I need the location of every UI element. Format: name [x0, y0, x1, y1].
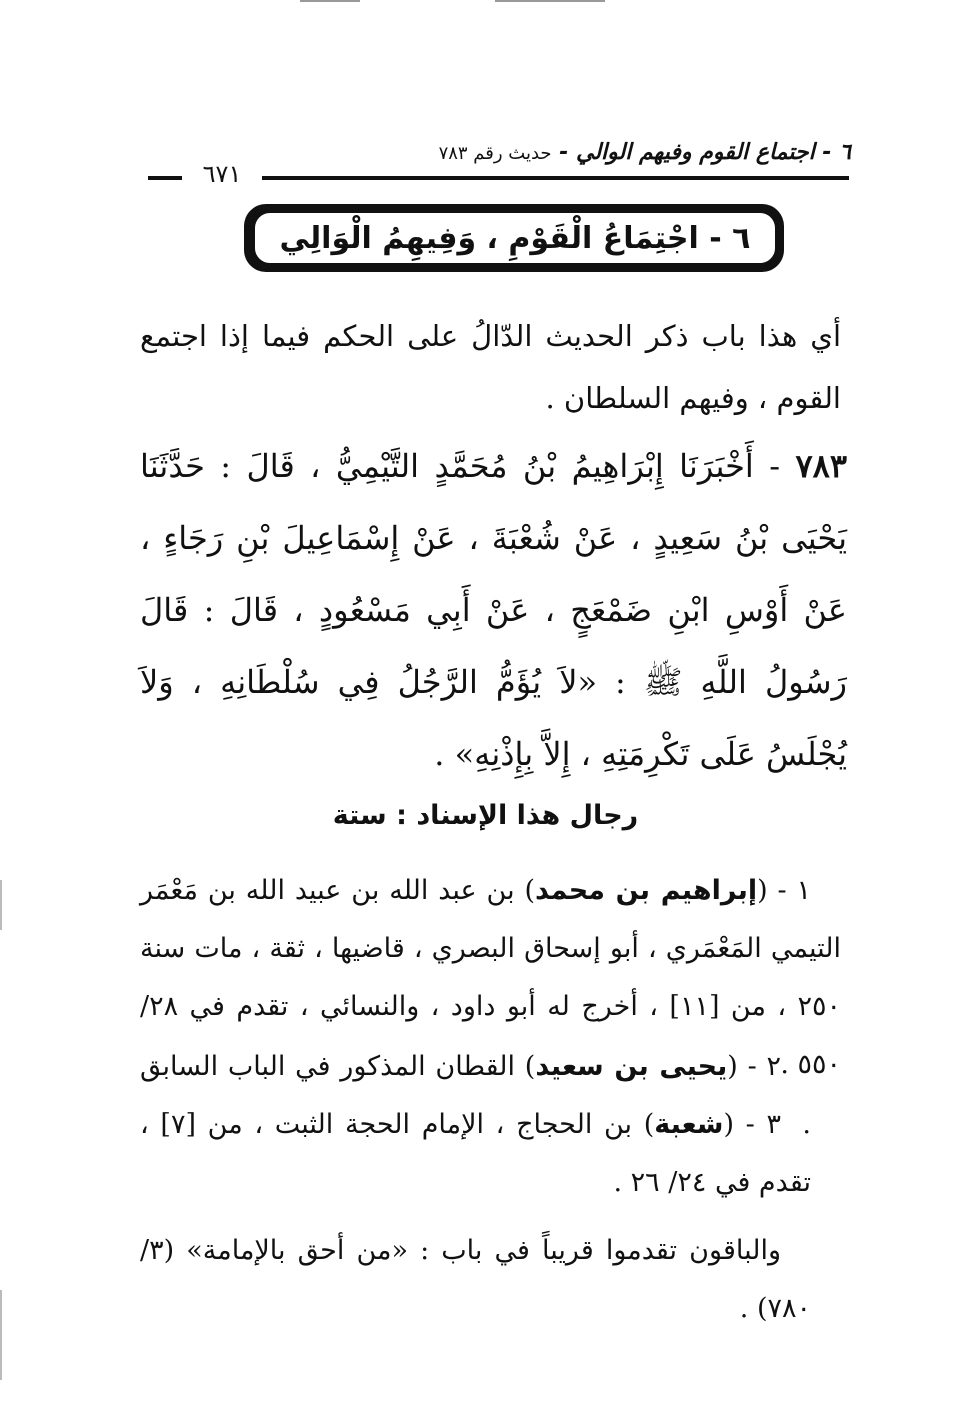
narrator-prefix: ٢ - (	[727, 1051, 781, 1082]
section-heading: رجال هذا الإسناد : ستة	[332, 800, 639, 831]
narrator-description: ) القطان المذكور في الباب السابق .	[140, 1051, 811, 1140]
narrator-description: ) بن عبد الله بن عبيد الله بن مَعْمَر التيمي المَعْمَري ، أبو إسحاق البصري ، قاضيها ، ثقة ، مات سنة ٢٥٠ ، من [١١] ، أخرج له أبو داود ، والنسائي ، تقدم في ٢٨/ ٥٥٠ .	[140, 875, 841, 1080]
closing-text: والباقون تقدموا قريباً في باب : «من أحق بالإمامة» (٣/ ٧٨٠) .	[140, 1235, 811, 1324]
narrator-prefix: ٣ - (	[723, 1109, 781, 1140]
narrator-entry	[140, 1096, 811, 1212]
scan-edge-mark	[0, 880, 2, 930]
running-header-separator: -	[551, 140, 577, 165]
chapter-title: ٦ - اجْتِمَاعُ الْقَوْمِ ، وَفِيهِمُ الْوَالِي	[279, 220, 751, 256]
scan-mark	[495, 0, 605, 2]
narrator-name: يحيى بن سعيد	[535, 1051, 728, 1082]
chapter-title-frame	[252, 210, 778, 266]
narrator-prefix: ١ - (	[757, 875, 812, 906]
hadith-text: أَخْبَرَنَا إِبْرَاهِيمُ بْنُ مُحَمَّدٍ التَّيْمِيُّ ، قَالَ : حَدَّثَنَا يَحْيَى بْنُ سَعِيدٍ ، عَنْ شُعْبَةَ ، عَنْ إِسْمَاعِيلَ بْنِ رَجَاءٍ ، عَنْ أَوْسِ ابْنِ ضَمْعَجٍ ، عَنْ أَبِي مَسْعُودٍ ، قَالَ : قَالَ رَسُولُ اللَّهِ ﷺ : «لاَ يُؤَمُّ الرَّجُلُ فِي سُلْطَانِهِ ، وَلاَ يُجْلَسُ عَلَى تَكْرِمَتِهِ ، إِلاَّ بِإِذْنِهِ» .	[140, 447, 848, 773]
header-rule-short	[148, 176, 184, 180]
intro-paragraph: أي هذا باب ذكر الحديث الدّالُ على الحكم فيما إذا اجتمع القوم ، وفيهم السلطان .	[140, 319, 841, 415]
narrator-name: إبراهيم بن محمد	[535, 875, 758, 906]
page-number: ٦٧١	[182, 160, 262, 188]
hadith-dash: -	[753, 447, 796, 485]
header-rule	[258, 176, 849, 180]
hadith-number: ٧٨٣	[795, 447, 848, 485]
running-header-hadith-ref: حديث رقم ٧٨٣	[438, 143, 552, 164]
narrator-description: ) بن الحجاج ، الإمام الحجة الثبت ، من [٧] ، تقدم في ٢٤/ ٢٦ .	[140, 1109, 811, 1198]
hadith-paragraph	[140, 430, 847, 790]
scan-edge-mark	[0, 1290, 2, 1380]
closing-line	[140, 1222, 811, 1338]
scan-mark	[300, 0, 360, 2]
running-header	[439, 140, 851, 165]
running-header-chapter: ٦ - اجتماع القوم وفيهم الوالي	[576, 140, 851, 165]
narrator-name: شعبة	[654, 1109, 724, 1140]
